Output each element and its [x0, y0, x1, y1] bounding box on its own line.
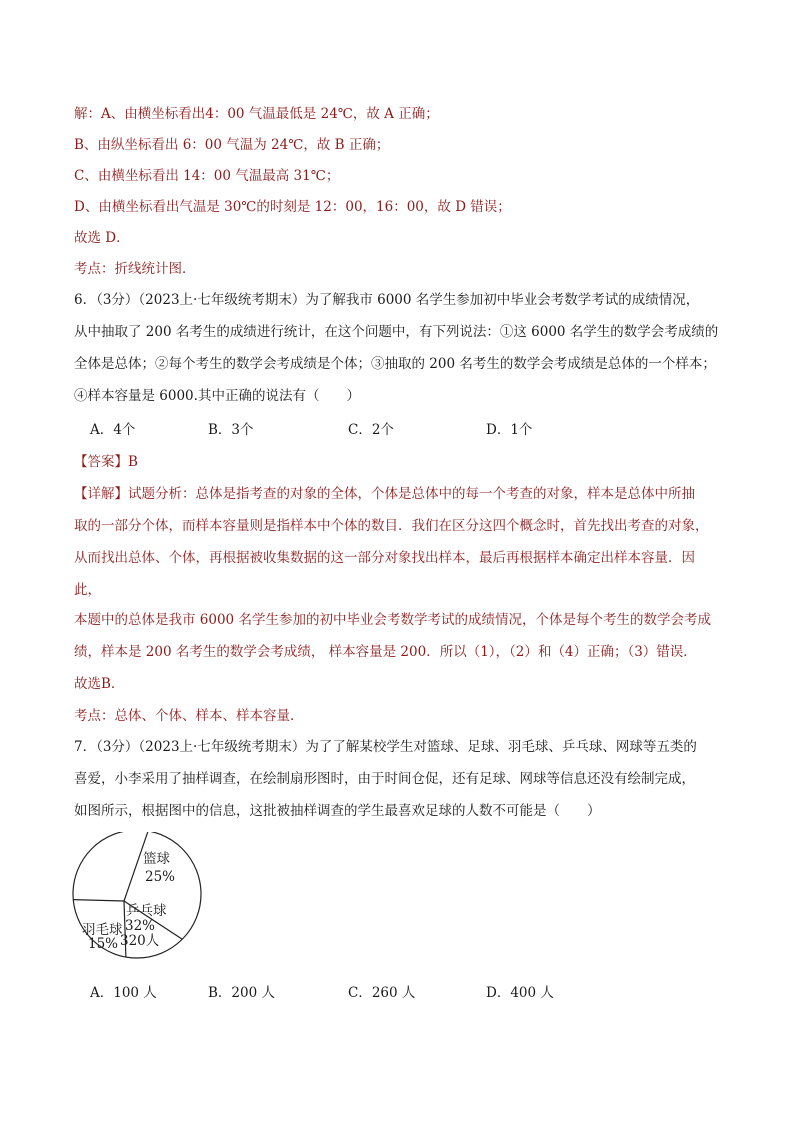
- pie-label-badminton: 羽毛球: [82, 922, 123, 938]
- pie-percent-badminton: 15%: [88, 936, 119, 952]
- q5-solution-line-3: C、由横坐标看出 14：00 气温最高 31℃；: [74, 168, 340, 184]
- q7-stem-line-2: 喜爱，小李采用了抽样调查，在绘制扇形图时，由于时间仓促，还有足球、网球等信息还没有绘制完成，: [74, 771, 695, 787]
- q6-detail-line-4: 此，: [74, 582, 101, 598]
- pie-label-basketball: 篮球: [143, 851, 170, 867]
- q6-detail-line-7: 故选B．: [74, 676, 125, 692]
- q7-stem-line-3: 如图所示，根据图中的信息，这批被抽样调查的学生最喜欢足球的人数不可能是（ ）: [74, 803, 601, 819]
- q5-solution-line-1: 解：A、由横坐标看出4：00 气温最低是 24℃，故 A 正确；: [74, 106, 439, 122]
- q6-answer: 【答案】B: [74, 454, 138, 470]
- q6-detail-line-5: 本题中的总体是我市 6000 名学生参加的初中毕业会考数学考试的成绩情况，个体是每个考生的数学会考成: [74, 612, 711, 628]
- q6-detail-line-2: 取的一部分个体，而样本容量则是指样本中个体的数目．我们在区分这四个概念时，首先找出考查的对象，: [74, 518, 709, 534]
- q5-solution-line-5: 故选 D．: [74, 230, 130, 246]
- pie-label-pingpong: 乒乓球: [126, 903, 167, 919]
- q7-option-b[interactable]: B．200 人: [208, 985, 275, 1001]
- q7-option-a[interactable]: A．100 人: [90, 985, 157, 1001]
- pie-percent-pingpong: 32%: [125, 918, 156, 934]
- q6-detail-line-6: 绩，样本是 200 名考生的数学会考成绩， 样本容量是 200．所以（1），（2）和（4）正确；（3）错误．: [74, 644, 697, 660]
- pie-percent-basketball: 25%: [145, 869, 176, 885]
- q6-detail-line-3: 从而找出总体、个体，再根据被收集数据的这一部分对象找出样本，最后再根据样本确定出样本容量．因: [74, 550, 695, 566]
- pie-count-pingpong: 320人: [120, 933, 160, 949]
- q6-stem-line-2: 从中抽取了 200 名考生的成绩进行统计，在这个问题中，有下列说法：①这 6000 名学生的数学会考成绩的: [74, 324, 719, 340]
- q7-option-d[interactable]: D．400 人: [486, 985, 554, 1001]
- q6-stem-line-4: ④样本容量是 6000.其中正确的说法有（ ）: [74, 388, 360, 404]
- q5-solution-line-4: D、由横坐标看出气温是 30℃的时刻是 12：00，16：00，故 D 错误；: [74, 199, 511, 215]
- q6-stem-line-3: 全体是总体；②每个考生的数学会考成绩是个体；③抽取的 200 名考生的数学会考成绩是总体的一个样本；: [74, 356, 716, 372]
- q7-stem-line-1: 7．（3分）（2023上·七年级统考期末）为了了解某校学生对篮球、足球、羽毛球、乒乓球、网球等五类的: [74, 739, 697, 755]
- q6-detail-line-1: 【详解】试题分析：总体是指考查的对象的全体，个体是总体中的每一个考查的对象，样本是总体中所抽: [74, 486, 695, 502]
- q6-option-a[interactable]: A．4个: [90, 422, 136, 438]
- q6-stem-line-1: 6．（3分）（2023上·七年级统考期末）为了解我市 6000 名学生参加初中毕业会考数学考试的成绩情况，: [74, 292, 700, 308]
- q6-option-b[interactable]: B．3个: [208, 422, 254, 438]
- q5-solution-line-2: B、由纵坐标看出 6：00 气温为 24℃，故 B 正确；: [74, 137, 390, 153]
- q7-options: [90, 983, 590, 1003]
- q7-pie-chart: [70, 832, 210, 964]
- q6-option-c[interactable]: C．2个: [348, 422, 394, 438]
- q6-kaodian: 考点：总体、个体、样本、样本容量．: [74, 708, 304, 724]
- q7-option-c[interactable]: C．260 人: [348, 985, 416, 1001]
- q5-kaodian: 考点：折线统计图．: [74, 261, 196, 277]
- q6-options: [90, 420, 590, 440]
- q6-option-d[interactable]: D．1个: [486, 422, 533, 438]
